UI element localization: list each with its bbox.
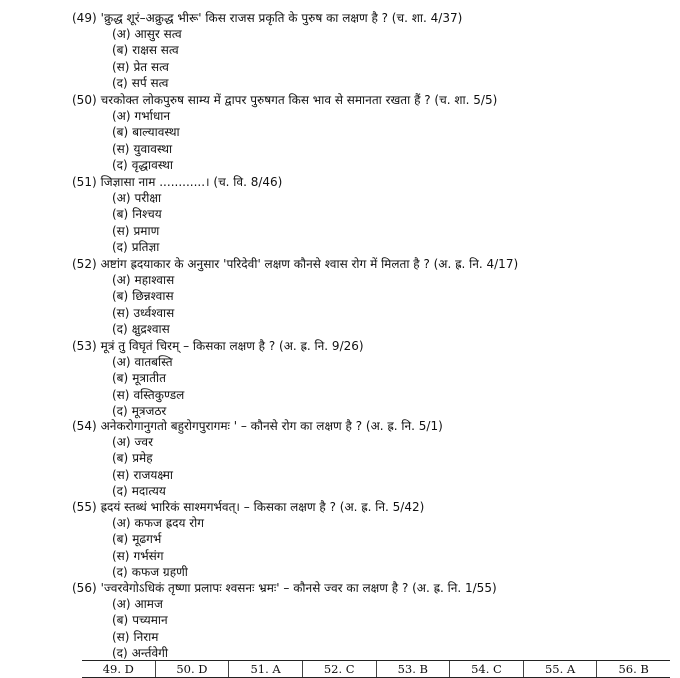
option-letter: (द) bbox=[112, 75, 128, 90]
answer-key-item: 52. C bbox=[303, 661, 377, 677]
question-stem bbox=[72, 499, 672, 515]
option-text: आसुर सत्व bbox=[134, 27, 182, 41]
question-stem bbox=[72, 338, 672, 354]
question-text: अनेकरोगानुगतो बहुरोगपुरागमः ' – कौनसे रोग का लक्षण है ? (अ. ह्र. नि. 5/1) bbox=[100, 419, 443, 433]
option-a bbox=[112, 515, 672, 531]
option-text: प्रतिज्ञा bbox=[131, 239, 160, 254]
option-letter: (द) bbox=[112, 564, 128, 579]
question-51 bbox=[72, 174, 672, 255]
question-text: 'क्रुद्ध शूरं–अक्रुद्ध भीरू' किस राजस प्रकृति के पुरुष का लक्षण है ? (च. शा. 4/37) bbox=[100, 11, 463, 25]
question-number: (49) bbox=[72, 11, 97, 25]
option-letter: (द) bbox=[112, 157, 128, 172]
option-letter: (स) bbox=[112, 141, 130, 156]
option-d bbox=[112, 157, 672, 173]
option-d bbox=[112, 239, 672, 255]
option-d bbox=[112, 321, 672, 337]
question-text: ह्रदयं स्तब्धं भारिकं साश्मगर्भवत्। – किसका लक्षण है ? (अ. ह्र. नि. 5/42) bbox=[100, 500, 425, 514]
option-d bbox=[112, 75, 672, 91]
option-letter: (ब) bbox=[112, 451, 129, 466]
option-text: क्षुद्रश्वास bbox=[131, 321, 170, 336]
question-number: (53) bbox=[72, 339, 97, 353]
question-stem bbox=[72, 580, 672, 596]
option-c bbox=[112, 548, 672, 564]
option-d bbox=[112, 403, 672, 419]
option-text: राक्षस सत्व bbox=[132, 43, 179, 58]
question-text: जिज्ञासा नाम ............। (च. वि. 8/46) bbox=[100, 175, 283, 189]
question-number: (55) bbox=[72, 500, 97, 514]
option-text: कफज ग्रहणी bbox=[131, 564, 188, 579]
option-letter: (अ) bbox=[112, 109, 131, 123]
option-letter: (ब) bbox=[112, 532, 129, 547]
option-text: सर्प सत्व bbox=[131, 75, 169, 90]
option-letter: (ब) bbox=[112, 613, 129, 628]
option-text: पच्यमान bbox=[132, 613, 168, 628]
answer-key-item: 54. C bbox=[450, 661, 524, 677]
option-letter: (स) bbox=[112, 467, 130, 482]
option-a bbox=[112, 272, 672, 288]
option-c bbox=[112, 387, 672, 403]
option-letter: (अ) bbox=[112, 191, 131, 205]
option-text: मूढगर्भ bbox=[132, 532, 162, 547]
option-b bbox=[112, 450, 672, 466]
option-letter: (द) bbox=[112, 483, 128, 498]
option-d bbox=[112, 483, 672, 499]
question-stem bbox=[72, 256, 672, 272]
option-letter: (ब) bbox=[112, 289, 129, 304]
option-d bbox=[112, 645, 672, 661]
question-text: अष्टांग ह्रदयाकार के अनुसार 'परिदेवी' लक्षण कौनसे श्वास रोग में मिलता है ? (अ. ह्र. नि. 4/17) bbox=[100, 257, 519, 271]
option-letter: (ब) bbox=[112, 207, 129, 222]
option-a bbox=[112, 26, 672, 42]
question-number: (56) bbox=[72, 581, 97, 595]
option-letter: (स) bbox=[112, 548, 130, 563]
option-text: वातबस्ति bbox=[134, 355, 173, 369]
option-text: बाल्यावस्था bbox=[132, 125, 180, 140]
answer-key-item: 56. B bbox=[618, 662, 649, 676]
question-text: चरकोक्त लोकपुरुष साम्य में द्वापर पुरुषगत किस भाव से समानता रखता हैं ? (च. शा. 5/5) bbox=[100, 93, 498, 107]
option-a bbox=[112, 596, 672, 612]
option-d bbox=[112, 564, 672, 580]
option-text: प्रमाण bbox=[133, 223, 160, 238]
option-c bbox=[112, 223, 672, 239]
option-a bbox=[112, 190, 672, 206]
option-letter: (अ) bbox=[112, 355, 131, 369]
option-b bbox=[112, 370, 672, 386]
option-b bbox=[112, 42, 672, 58]
option-text: परीक्षा bbox=[134, 191, 162, 205]
question-number: (51) bbox=[72, 175, 97, 189]
option-text: प्रमेह bbox=[132, 451, 153, 466]
option-text: राजयक्ष्मा bbox=[133, 467, 173, 482]
option-text: वृद्धावस्था bbox=[131, 157, 173, 172]
option-a bbox=[112, 354, 672, 370]
answer-key-item: 51. A bbox=[229, 661, 303, 677]
option-letter: (ब) bbox=[112, 125, 129, 140]
option-a bbox=[112, 108, 672, 124]
option-text: आमज bbox=[134, 597, 163, 611]
option-letter: (अ) bbox=[112, 516, 131, 530]
question-stem bbox=[72, 92, 672, 108]
option-letter: (अ) bbox=[112, 273, 131, 287]
option-text: ज्वर bbox=[134, 435, 153, 449]
option-letter: (द) bbox=[112, 403, 128, 418]
option-b bbox=[112, 612, 672, 628]
option-letter: (स) bbox=[112, 629, 130, 644]
option-letter: (अ) bbox=[112, 27, 131, 41]
option-c bbox=[112, 467, 672, 483]
option-c bbox=[112, 59, 672, 75]
question-55 bbox=[72, 499, 672, 580]
question-number: (54) bbox=[72, 419, 97, 433]
option-letter: (अ) bbox=[112, 597, 131, 611]
option-letter: (स) bbox=[112, 305, 130, 320]
option-text: मदात्यय bbox=[131, 483, 166, 498]
option-text: गर्भाधान bbox=[134, 109, 170, 123]
option-text: मूत्रजठर bbox=[131, 403, 167, 418]
option-letter: (द) bbox=[112, 645, 128, 660]
option-text: मूत्रातीत bbox=[132, 371, 166, 386]
option-letter: (स) bbox=[112, 59, 130, 74]
question-56 bbox=[72, 580, 672, 661]
option-b bbox=[112, 288, 672, 304]
option-letter: (स) bbox=[112, 223, 130, 238]
option-letter: (ब) bbox=[112, 43, 129, 58]
question-54 bbox=[72, 418, 672, 499]
option-letter: (ब) bbox=[112, 371, 129, 386]
option-text: निराम bbox=[133, 629, 159, 644]
option-letter: (अ) bbox=[112, 435, 131, 449]
option-letter: (द) bbox=[112, 321, 128, 336]
question-number: (52) bbox=[72, 257, 97, 271]
question-number: (50) bbox=[72, 93, 97, 107]
question-stem bbox=[72, 418, 672, 434]
option-text: कफज ह्रदय रोग bbox=[134, 516, 205, 530]
option-c bbox=[112, 629, 672, 645]
answer-key-item: 53. B bbox=[377, 661, 451, 677]
option-text: निश्चय bbox=[132, 207, 162, 222]
option-text: उर्ध्वश्वास bbox=[133, 305, 175, 320]
answer-key-item: 50. D bbox=[156, 661, 230, 677]
answer-key-item: 49. D bbox=[82, 661, 156, 677]
option-text: गर्भसंग bbox=[133, 548, 164, 563]
question-50 bbox=[72, 92, 672, 173]
option-b bbox=[112, 124, 672, 140]
answer-key-bar bbox=[82, 660, 670, 678]
option-c bbox=[112, 305, 672, 321]
option-c bbox=[112, 141, 672, 157]
option-text: वस्तिकुण्डल bbox=[133, 387, 185, 402]
question-52 bbox=[72, 256, 672, 337]
answer-key-item: 55. A bbox=[524, 661, 598, 677]
question-stem bbox=[72, 10, 672, 26]
option-text: छिन्नश्वास bbox=[132, 289, 174, 304]
question-stem bbox=[72, 174, 672, 190]
option-text: युवावस्था bbox=[133, 141, 173, 156]
option-letter: (स) bbox=[112, 387, 130, 402]
option-text: प्रेत सत्व bbox=[133, 59, 169, 74]
option-b bbox=[112, 206, 672, 222]
option-text: महाश्वास bbox=[134, 273, 175, 287]
option-text: अर्न्तवेगी bbox=[131, 645, 168, 660]
question-text: मूत्रं तु विघृतं चिरम् – किसका लक्षण है ? (अ. ह्र. नि. 9/26) bbox=[100, 339, 364, 353]
option-b bbox=[112, 531, 672, 547]
question-49 bbox=[72, 10, 672, 91]
question-text: 'ज्वरवेगोऽधिकं तृष्णा प्रलापः श्वसनः भ्रमः' – कौनसे ज्वर का लक्षण है ? (अ. ह्र. नि. 1/55) bbox=[100, 581, 497, 595]
question-53 bbox=[72, 338, 672, 419]
option-a bbox=[112, 434, 672, 450]
option-letter: (द) bbox=[112, 239, 128, 254]
